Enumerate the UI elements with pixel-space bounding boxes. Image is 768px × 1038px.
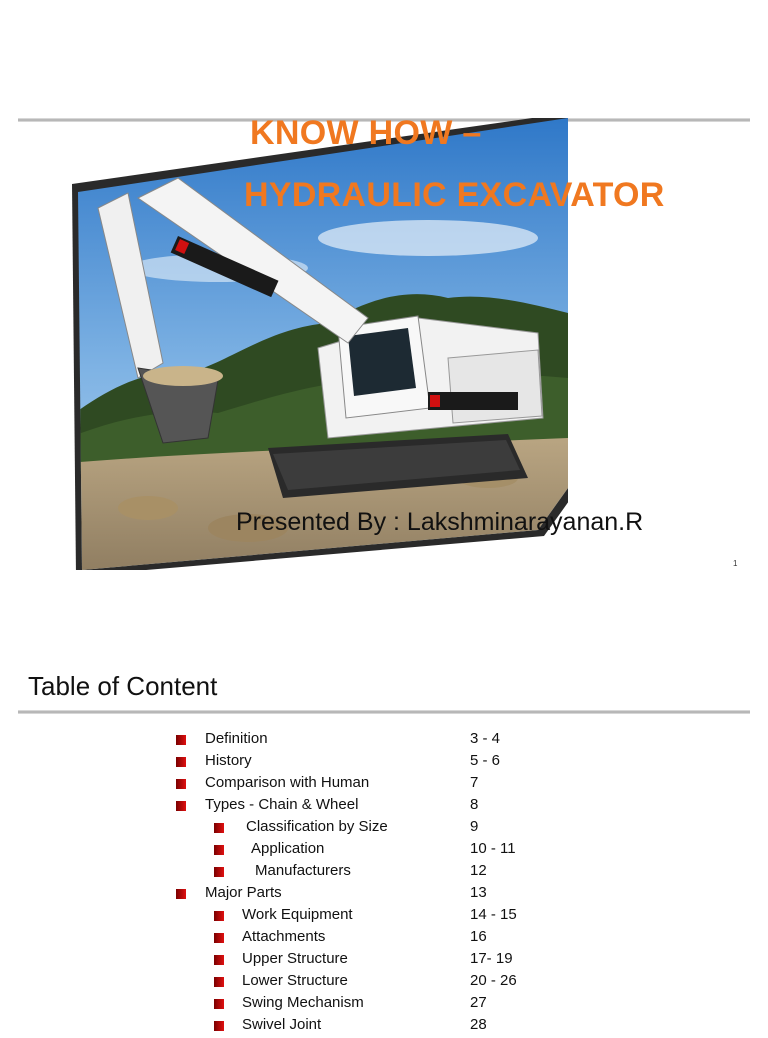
toc-pages-application: 10 - 11 (470, 840, 516, 857)
slide1-title-line1: KNOW HOW – (250, 114, 482, 152)
bullet-icon (214, 977, 224, 987)
slide2-divider (18, 710, 750, 714)
bullet-icon (214, 1021, 224, 1031)
bullet-icon (214, 845, 224, 855)
toc-pages-lower-structure: 20 - 26 (470, 972, 517, 989)
toc-pages-swivel-joint: 28 (470, 1016, 487, 1033)
toc-pages-work-equipment: 14 - 15 (470, 906, 517, 923)
toc-pages-definition: 3 - 4 (470, 730, 501, 747)
bullet-icon (176, 757, 186, 767)
toc-pages-comparison: 7 (470, 774, 479, 791)
toc-pages-manufacturers: 12 (470, 862, 487, 879)
bullet-icon (214, 867, 224, 877)
bullet-icon (214, 911, 224, 921)
bullet-icon (214, 999, 224, 1009)
presenter-credit: Presented By : Lakshminarayanan.R (236, 508, 644, 536)
bullet-icon (176, 889, 186, 899)
bullet-icon (176, 735, 186, 745)
page-number: 1 (733, 559, 738, 568)
toc-pages-types: 8 (470, 796, 479, 813)
slide1-title-line2: HYDRAULIC EXCAVATOR (244, 176, 665, 214)
toc-pages-classification: 9 (470, 818, 479, 835)
toc-pages-major-parts: 13 (470, 884, 487, 901)
toc-pages-swing-mechanism: 27 (470, 994, 487, 1011)
toc-pages-attachments: 16 (470, 928, 487, 945)
bullet-icon (214, 955, 224, 965)
toc-title: Table of Content (28, 671, 218, 701)
bullet-icon (176, 801, 186, 811)
bullet-icon (214, 933, 224, 943)
toc-pages-history: 5 - 6 (470, 752, 501, 769)
bullet-icon (214, 823, 224, 833)
bullet-icon (176, 779, 186, 789)
toc-pages-upper-structure: 17- 19 (470, 950, 513, 967)
